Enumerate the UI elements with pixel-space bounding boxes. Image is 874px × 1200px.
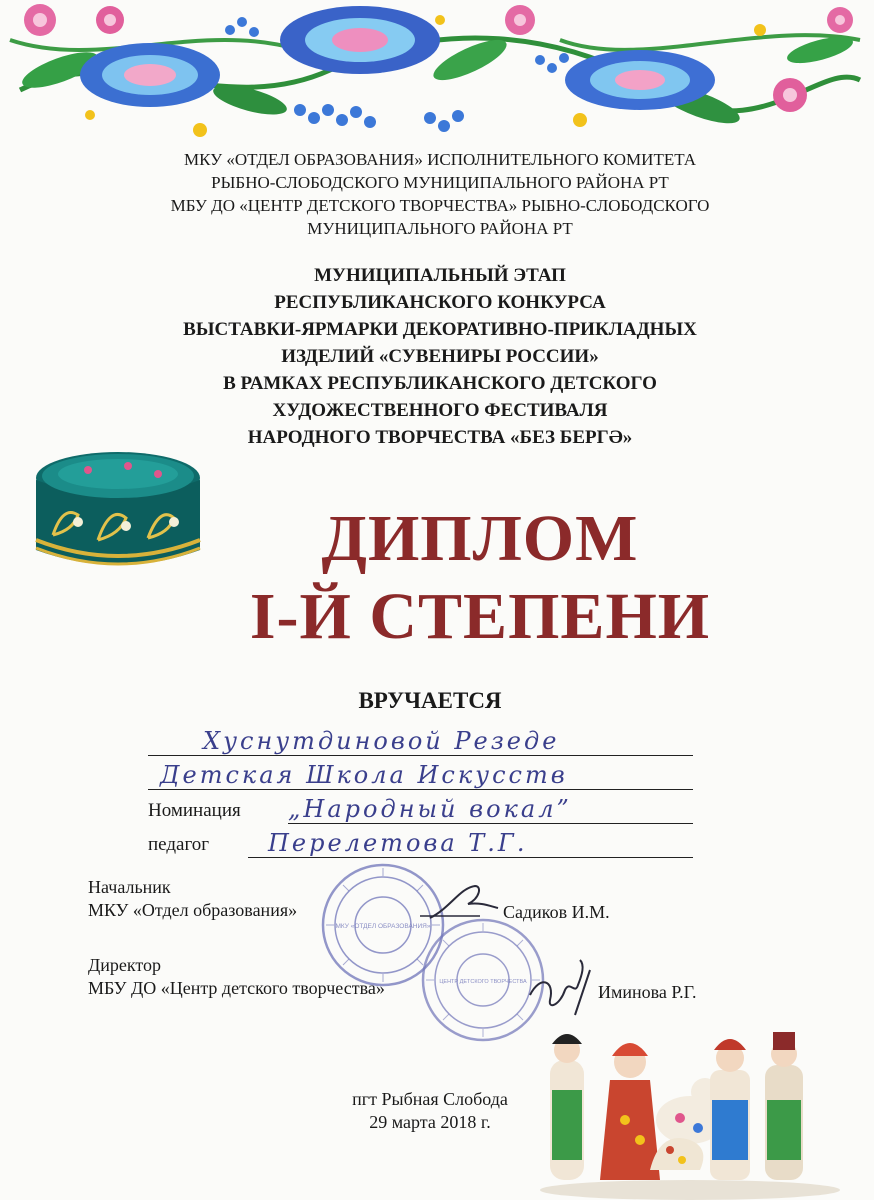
diploma-title-line2: I-Й СТЕПЕНИ xyxy=(249,580,711,653)
teacher-row xyxy=(148,828,693,858)
contest-line: НАРОДНОГО ТВОРЧЕСТВА «БЕЗ БЕРГӘ» xyxy=(247,427,633,448)
organization-header xyxy=(60,148,820,240)
recipient-name-row xyxy=(148,726,693,756)
place-and-date xyxy=(300,1088,560,1134)
org-line: МКУ «ОТДЕЛ ОБРАЗОВАНИЯ» ИСПОЛНИТЕЛЬНОГО КОМИТЕТА xyxy=(183,150,697,169)
head-handwritten-signature xyxy=(420,878,500,928)
contest-line: РЕСПУБЛИКАНСКОГО КОНКУРСА xyxy=(274,292,606,313)
head-signature-block xyxy=(88,876,297,922)
recipient-name: Хуснутдиновой Резеде xyxy=(203,727,560,755)
nomination-value: „Народный вокал” xyxy=(288,795,572,823)
nomination-label: Номинация xyxy=(148,800,241,821)
contest-heading xyxy=(60,262,820,451)
place-text: пгт Рыбная Слобода xyxy=(352,1089,508,1109)
awarded-label: ВРУЧАЕТСЯ xyxy=(358,688,502,713)
diploma-title xyxy=(180,500,780,656)
director-title-line2: МБУ ДО «Центр детского творчества» xyxy=(88,978,385,998)
teacher-label: педагог xyxy=(148,834,210,855)
director-signature-block xyxy=(88,954,385,1000)
diploma-title-line1: ДИПЛОМ xyxy=(321,502,639,575)
org-line: РЫБНО-СЛОБОДСКОГО МУНИЦИПАЛЬНОГО РАЙОНА РТ xyxy=(211,173,669,192)
director-title-line1: Директор xyxy=(88,955,162,975)
nomination-row xyxy=(148,794,693,824)
contest-line: ВЫСТАВКИ-ЯРМАРКИ ДЕКОРАТИВНО-ПРИКЛАДНЫХ xyxy=(183,319,697,340)
recipient-school: Детская Школа Искусств xyxy=(160,761,568,789)
org-line: МБУ ДО «ЦЕНТР ДЕТСКОГО ТВОРЧЕСТВА» РЫБНО-СЛОБОДСКОГО xyxy=(170,196,710,215)
director-name: Иминова Р.Г. xyxy=(598,982,697,1002)
contest-line: МУНИЦИПАЛЬНЫЙ ЭТАП xyxy=(314,265,566,286)
org-line: МУНИЦИПАЛЬНОГО РАЙОНА РТ xyxy=(307,219,573,238)
stamp2-text: ЦЕНТР ДЕТСКОГО ТВОРЧЕСТВА xyxy=(439,979,527,985)
head-name: Садиков И.М. xyxy=(503,902,610,922)
teacher-value: Перелетова Т.Г. xyxy=(268,829,528,857)
date-text: 29 марта 2018 г. xyxy=(369,1112,491,1132)
folk-toys-illustration xyxy=(530,1010,850,1200)
head-title-line2: МКУ «Отдел образования» xyxy=(88,900,298,920)
contest-line: ХУДОЖЕСТВЕННОГО ФЕСТИВАЛЯ xyxy=(272,400,608,421)
contest-line: В РАМКАХ РЕСПУБЛИКАНСКОГО ДЕТСКОГО xyxy=(223,373,657,394)
head-title-line1: Начальник xyxy=(88,877,171,897)
floral-ornament-banner xyxy=(0,0,874,145)
recipient-school-row xyxy=(148,760,693,790)
stamp1-text: МКУ «ОТДЕЛ ОБРАЗОВАНИЯ» xyxy=(335,923,431,930)
contest-line: ИЗДЕЛИЙ «СУВЕНИРЫ РОССИИ» xyxy=(281,346,599,367)
